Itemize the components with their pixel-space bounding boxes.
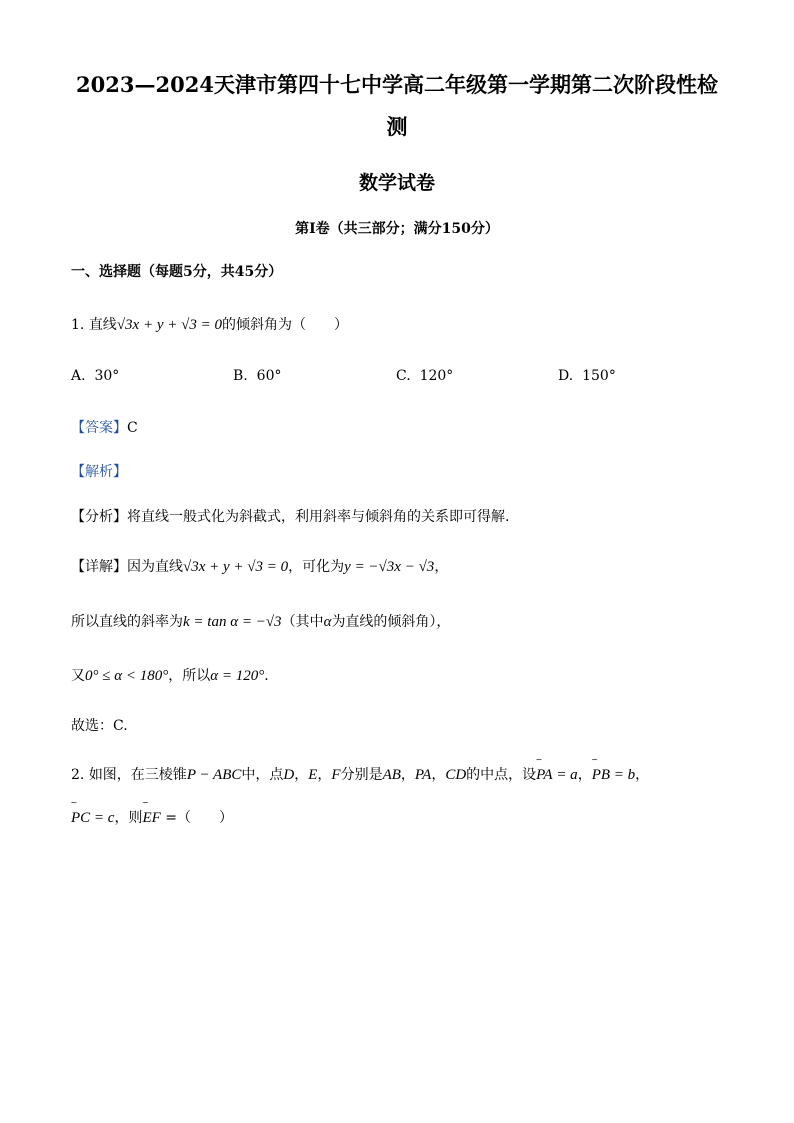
stem-text: =（ ）: [160, 810, 233, 826]
question-number: 1.: [71, 317, 85, 333]
range-line: [71, 666, 269, 686]
question-2-line1: [71, 765, 649, 785]
range-text: 又: [71, 668, 85, 684]
slope-line: [71, 612, 450, 632]
option-c: [396, 368, 453, 384]
equation: 0° ≤ α < 180°: [85, 668, 169, 684]
alpha-symbol: α: [323, 614, 332, 630]
exam-subject: 数学试卷: [358, 172, 435, 194]
option-label: A.: [71, 368, 86, 384]
detail-tag: 【详解】: [71, 559, 127, 575]
answer-line: [71, 418, 138, 438]
equation: y = −√3x − √3: [344, 559, 435, 575]
separator: ，: [635, 767, 650, 783]
point-d: D: [283, 767, 295, 783]
segment-cd: CD: [445, 767, 467, 783]
vector-pc: ˜˜ PC: [71, 808, 90, 828]
separator: ，: [431, 767, 446, 783]
option-value: 30°: [94, 368, 120, 384]
vector-a-eq: = a: [552, 767, 578, 783]
pyramid-name: P − ABC: [186, 767, 242, 783]
part-heading: 第I卷（共三部分；满分150分）: [295, 221, 499, 237]
answer-value: C: [127, 420, 138, 436]
equation: k = tan α = −√3: [183, 614, 282, 630]
point-e: E: [308, 767, 318, 783]
question-1-stem: [71, 315, 348, 335]
fenxi-text: 将直线一般式化为斜截式，利用斜率与倾斜角的关系即可得解.: [127, 509, 510, 525]
vector-c-eq: = c: [90, 810, 115, 826]
answer-tag: 【答案】: [71, 420, 127, 436]
stem-text: 的倾斜角为（ ）: [221, 317, 348, 333]
equation: α = 120°: [210, 668, 265, 684]
slope-text: （其中: [281, 614, 324, 630]
range-text: ，所以: [168, 668, 211, 684]
equation: √3x + y + √3 = 0: [183, 559, 289, 575]
stem-text: ，则: [114, 810, 143, 826]
separator: ，: [400, 767, 415, 783]
option-label: C.: [396, 368, 411, 384]
vector-pb: ˜˜ PB: [592, 765, 610, 785]
stem-text: 中，点: [241, 767, 284, 783]
option-value: 60°: [256, 368, 282, 384]
point-f: F: [331, 767, 341, 783]
question-2-line2: [71, 808, 233, 828]
option-b: [233, 368, 281, 384]
slope-text: 所以直线的斜率为: [71, 614, 183, 630]
analysis-line: [71, 462, 127, 482]
detail-text: ，可化为: [288, 559, 345, 575]
vector-ef: ˜˜ EF: [142, 808, 160, 828]
slope-text: 为直线的倾斜角），: [331, 614, 451, 630]
fenxi-line: [71, 507, 509, 527]
option-a: [71, 368, 119, 384]
separator: ，: [317, 767, 332, 783]
option-value: 150°: [582, 368, 616, 384]
detail-text: 因为直线: [127, 559, 183, 575]
stem-text: 直线: [88, 317, 117, 333]
section-heading: 一、选择题（每题5分，共45分）: [71, 264, 283, 280]
option-label: B.: [233, 368, 248, 384]
segment-ab: AB: [382, 767, 401, 783]
vector-pa: ˜˜ PA: [536, 765, 552, 785]
segment-pa: PA: [414, 767, 432, 783]
separator: ，: [577, 767, 592, 783]
option-label: D.: [558, 368, 574, 384]
exam-title-line1: 2023—2024天津市第四十七中学高二年级第一学期第二次阶段性检: [76, 72, 718, 97]
fenxi-tag: 【分析】: [71, 509, 127, 525]
option-value: 120°: [419, 368, 454, 384]
detail-text: ，: [434, 559, 449, 575]
equation: √3x + y + √3 = 0: [116, 317, 222, 333]
option-d: [558, 368, 616, 384]
stem-text: 如图，在三棱锥: [88, 767, 187, 783]
question-number: 2.: [71, 767, 85, 783]
detail-line: [71, 557, 448, 577]
exam-title-line2: 测: [386, 114, 408, 139]
vector-b-eq: = b: [610, 767, 636, 783]
separator: ，: [294, 767, 309, 783]
choice-line: 故选：C.: [71, 718, 128, 734]
analysis-tag: 【解析】: [71, 464, 127, 480]
stem-text: 分别是: [340, 767, 383, 783]
range-text: .: [264, 668, 269, 684]
stem-text: 的中点，设: [466, 767, 537, 783]
